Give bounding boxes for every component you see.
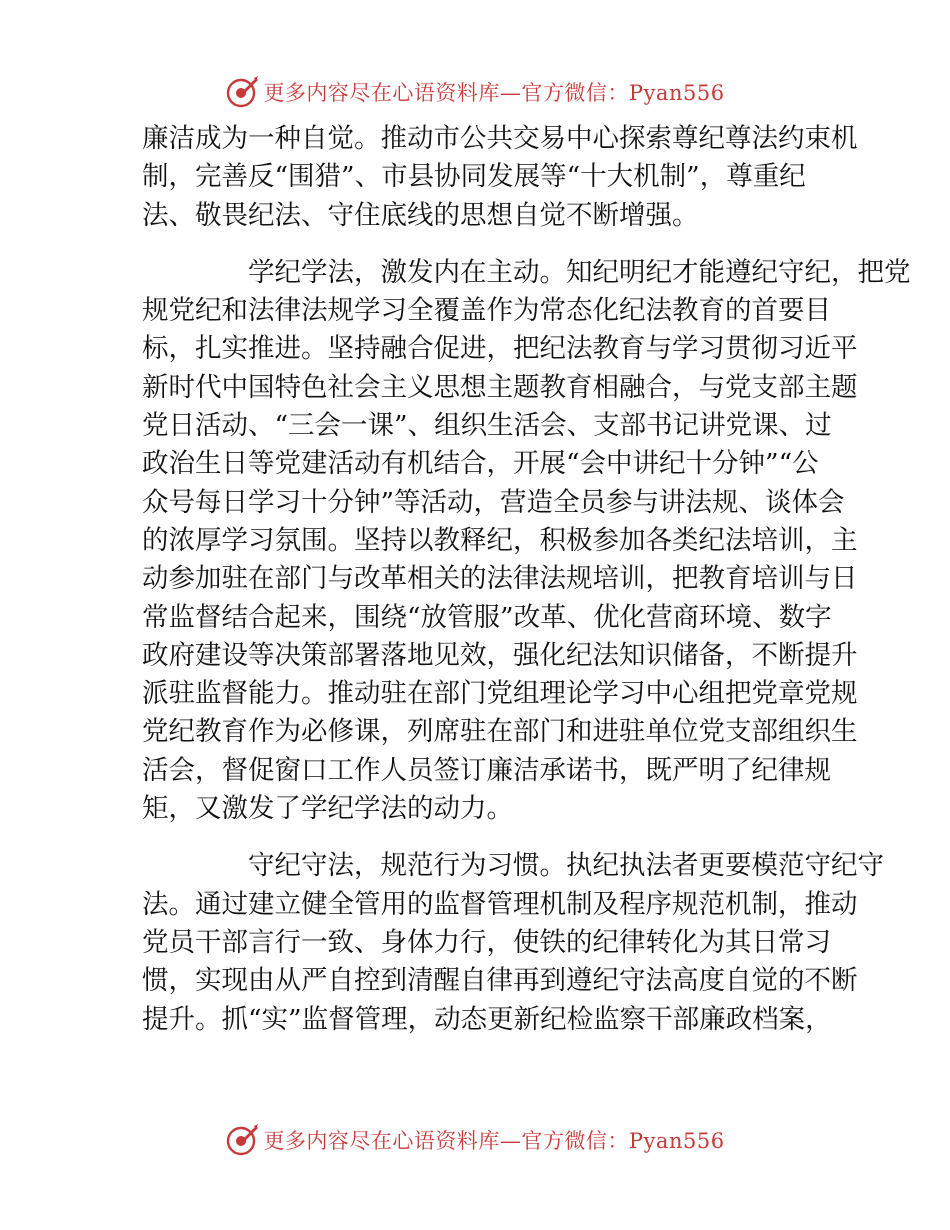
- text-line: 法、敬畏纪法、守住底线的思想自觉不断增强。: [142, 199, 699, 231]
- text-line: 众号每日学习十分钟”等活动，营造全员参与讲法规、谈体会: [142, 486, 845, 518]
- text-line: 守纪守法，规范行为习惯。执纪执法者更要模范守纪守: [248, 850, 884, 882]
- text-line: 动参加驻在部门与改革相关的法律法规培训，把教育培训与日: [142, 563, 858, 595]
- paragraph: [142, 120, 858, 235]
- paragraph: [142, 254, 911, 828]
- text-line: 党员干部言行一致、身体力行，使铁的纪律转化为其日常习: [142, 926, 831, 958]
- banner-text: 更多内容尽在心语资料库—官方微信：Pyan556: [263, 81, 725, 105]
- banner-text: 更多内容尽在心语资料库—官方微信：Pyan556: [263, 1129, 725, 1153]
- text-line: 廉洁成为一种自觉。推动市公共交易中心探索尊纪尊法约束机: [142, 123, 858, 154]
- text-line: 派驻监督能力。推动驻在部门党组理论学习中心组把党章党规: [142, 678, 858, 710]
- text-line: 标，扎实推进。坚持融合促进，把纪法教育与学习贯彻习近平: [142, 333, 858, 365]
- text-line: 制，完善反“围猎”、市县协同发展等“十大机制”，尊重纪: [142, 161, 806, 193]
- text-line: 矩，又激发了学纪学法的动力。: [142, 793, 513, 825]
- quill-logo-icon: [225, 1123, 259, 1157]
- text-line: 规党纪和法律法规学习全覆盖作为常态化纪法教育的首要目: [142, 295, 831, 327]
- header-watermark-banner: [0, 72, 950, 112]
- text-line: 的浓厚学习氛围。坚持以教释纪，积极参加各类纪法培训，主: [142, 524, 858, 556]
- quill-logo-icon: [225, 75, 259, 109]
- text-line: 常监督结合起来，围绕“放管服”改革、优化营商环境、数字: [142, 601, 832, 633]
- text-line: 政府建设等决策部署落地见效，强化纪法知识储备，不断提升: [142, 639, 858, 671]
- text-line: 党纪教育作为必修课，列席驻在部门和进驻单位党支部组织生: [142, 716, 858, 748]
- text-line: 新时代中国特色社会主义思想主题教育相融合，与党支部主题: [142, 371, 858, 403]
- text-line: 政治生日等党建活动有机结合，开展“会中讲纪十分钟”“公: [142, 448, 819, 480]
- paragraph: [142, 847, 884, 1038]
- footer-watermark-banner: [0, 1120, 950, 1160]
- text-line: 活会，督促窗口工作人员签订廉洁承诺书，既严明了纪律规: [142, 754, 831, 786]
- text-line: 惯，实现由从严自控到清醒自律再到遵纪守法高度自觉的不断: [142, 965, 858, 997]
- text-line: 党日活动、“三会一课”、组织生活会、支部书记讲党课、过: [142, 410, 832, 442]
- text-line: 提升。抓“实”监督管理，动态更新纪检监察干部廉政档案，: [142, 1003, 832, 1035]
- text-line: 学纪学法，激发内在主动。知纪明纪才能遵纪守纪，把党: [248, 256, 911, 288]
- article-body: [142, 120, 911, 1039]
- text-line: 法。通过建立健全管用的监督管理机制及程序规范机制，推动: [142, 888, 858, 920]
